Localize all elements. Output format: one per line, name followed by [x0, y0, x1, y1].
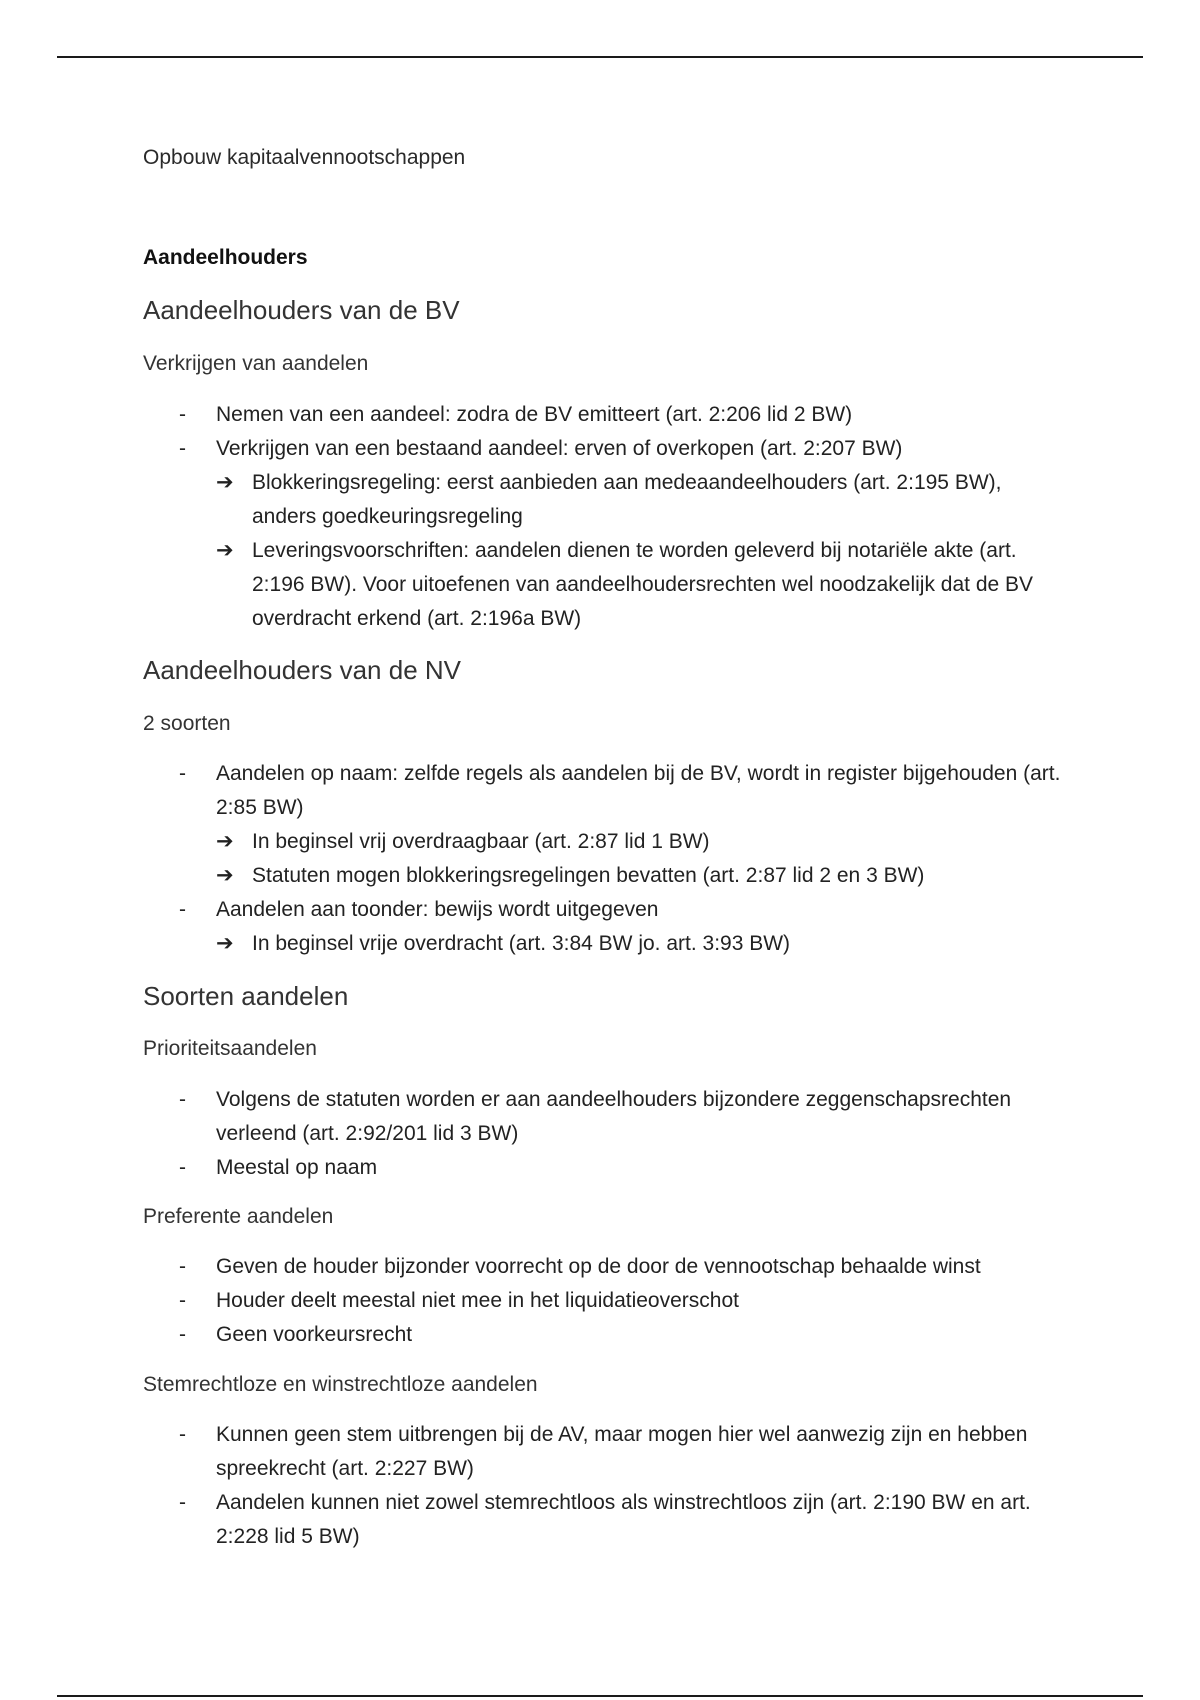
list-item-text: Verkrijgen van een bestaand aandeel: erven of overkopen (art. 2:207 BW) — [216, 437, 903, 460]
list-item-text: Geen voorkeursrecht — [216, 1323, 413, 1346]
subheading-prioriteitsaandelen: Prioriteitsaandelen — [143, 1037, 317, 1060]
heading-soorten-aandelen: Soorten aandelen — [143, 981, 349, 1011]
list-item-text: Meestal op naam — [216, 1156, 378, 1179]
subheading-2-soorten: 2 soorten — [143, 712, 231, 735]
bullet-dash: - — [179, 1423, 186, 1446]
arrow-item-text: In beginsel vrij overdraagbaar (art. 2:87 lid 1 BW) — [252, 830, 710, 853]
bullet-dash: - — [179, 1088, 186, 1111]
header-rule — [57, 56, 1143, 58]
section-heading-aandeelhouders: Aandeelhouders — [143, 246, 308, 269]
arrow-right-icon: ➔ — [216, 539, 234, 562]
subheading-preferente-aandelen: Preferente aandelen — [143, 1205, 334, 1228]
list-item-text: Houder deelt meestal niet mee in het liquidatieoverschot — [216, 1289, 739, 1312]
arrow-right-icon: ➔ — [216, 471, 234, 494]
arrow-right-icon: ➔ — [216, 932, 234, 955]
arrow-item-text: In beginsel vrije overdracht (art. 3:84 BW jo. art. 3:93 BW) — [252, 932, 791, 955]
list-item-text: Nemen van een aandeel: zodra de BV emitteert (art. 2:206 lid 2 BW) — [216, 403, 853, 426]
subheading-verkrijgen: Verkrijgen van aandelen — [143, 352, 369, 375]
heading-aandeelhouders-nv: Aandeelhouders van de NV — [143, 655, 462, 685]
footer-rule — [57, 1695, 1143, 1697]
bullet-dash: - — [179, 1323, 186, 1346]
list-item-text: Geven de houder bijzonder voorrecht op de door de vennootschap behaalde winst — [216, 1255, 981, 1278]
bullet-dash: - — [179, 437, 186, 460]
arrow-right-icon: ➔ — [216, 830, 234, 853]
bullet-dash: - — [179, 1255, 186, 1278]
bullet-dash: - — [179, 762, 186, 785]
list-item-text: Aandelen op naam: zelfde regels als aandelen bij de BV, wordt in register bijgehouden (art. 2:85 BW) — [216, 762, 1061, 819]
arrow-item-text: Statuten mogen blokkeringsregelingen bevatten (art. 2:87 lid 2 en 3 BW) — [252, 864, 925, 887]
arrow-item-text: Blokkeringsregeling: eerst aanbieden aan medeaandeelhouders (art. 2:195 BW), anders goedkeuringsregeling — [252, 471, 1002, 528]
bullet-dash: - — [179, 1156, 186, 1179]
list-item-text: Aandelen kunnen niet zowel stemrechtloos als winstrechtloos zijn (art. 2:190 BW en art. 2:228 lid 5 BW) — [216, 1491, 1031, 1548]
heading-aandeelhouders-bv: Aandeelhouders van de BV — [143, 295, 460, 325]
list-item-text: Volgens de statuten worden er aan aandeelhouders bijzondere zeggenschapsrechten verleend (art. 2:92/201 lid 3 BW) — [216, 1088, 1012, 1145]
list-item-text: Kunnen geen stem uitbrengen bij de AV, maar mogen hier wel aanwezig zijn en hebben spreekrecht (art. 2:227 BW) — [216, 1423, 1028, 1480]
bullet-dash: - — [179, 1289, 186, 1312]
arrow-right-icon: ➔ — [216, 864, 234, 887]
arrow-item-text: Leveringsvoorschriften: aandelen dienen te worden geleverd bij notariële akte (art. 2:196 BW). Voor uitoefenen van aandeelhoudersrechten wel noodzakelijk dat de BV overdracht erkend (art. 2:196a BW) — [252, 539, 1034, 630]
list-item-text: Aandelen aan toonder: bewijs wordt uitgegeven — [216, 898, 659, 921]
bullet-dash: - — [179, 898, 186, 921]
document-title: Opbouw kapitaalvennootschappen — [143, 146, 466, 169]
subheading-stemrechtloze: Stemrechtloze en winstrechtloze aandelen — [143, 1373, 538, 1396]
bullet-dash: - — [179, 403, 186, 426]
bullet-dash: - — [179, 1491, 186, 1514]
